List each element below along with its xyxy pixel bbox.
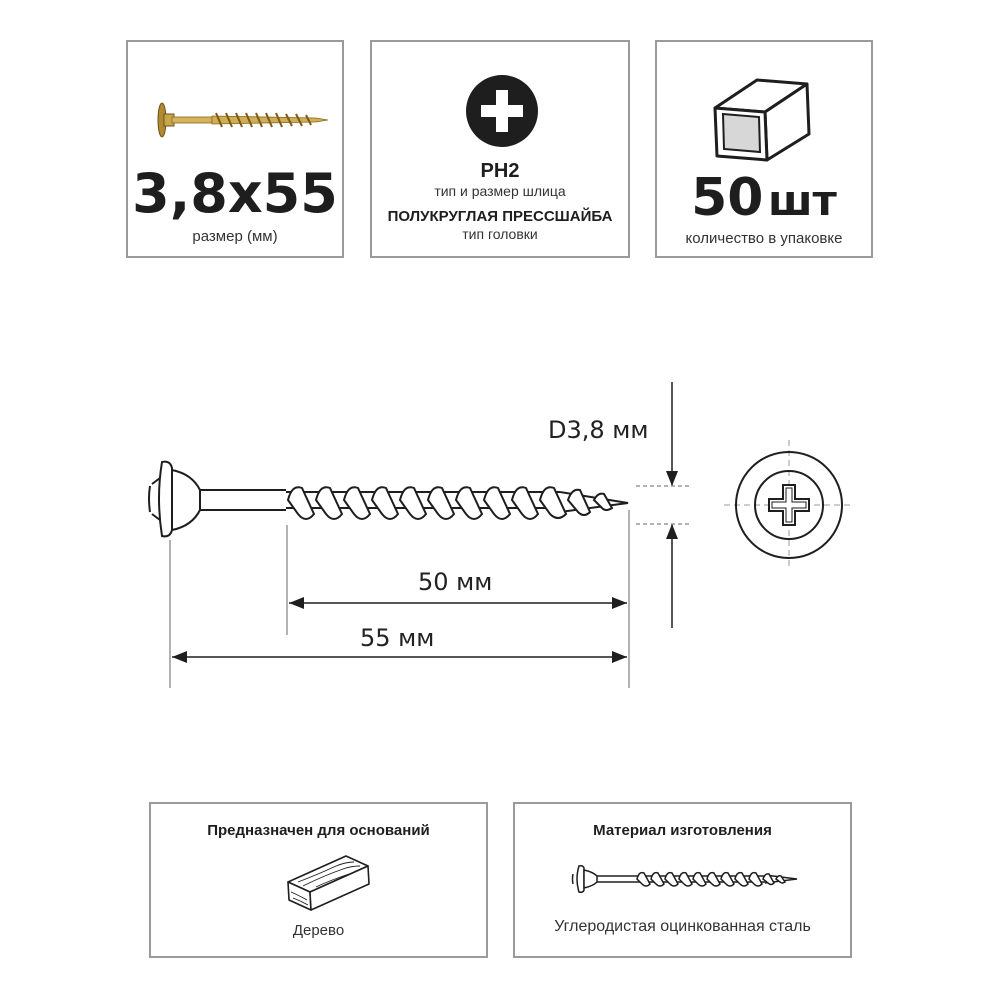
quantity-caption: количество в упаковке bbox=[685, 230, 843, 247]
thread-length-label: 50 мм bbox=[418, 568, 493, 596]
material-title: Материал изготовления bbox=[593, 822, 772, 839]
screw-icon bbox=[515, 804, 854, 960]
material-card bbox=[513, 802, 852, 958]
base-label: Дерево bbox=[292, 922, 345, 939]
size-value: 3,8x55 bbox=[132, 162, 338, 225]
base-title: Предназначен для оснований bbox=[207, 822, 430, 839]
quantity-number: 50 bbox=[691, 168, 764, 228]
size-caption: размер (мм) bbox=[192, 228, 278, 245]
base-card bbox=[149, 802, 488, 958]
slot-caption: тип и размер шлица bbox=[434, 183, 566, 199]
screw-head-top-view bbox=[724, 440, 852, 570]
head-type: ПОЛУКРУГЛАЯ ПРЕССШАЙБА bbox=[387, 208, 613, 225]
quantity-unit: шт bbox=[767, 176, 837, 225]
head-caption: тип головки bbox=[462, 226, 538, 242]
total-length-label: 55 мм bbox=[360, 624, 435, 652]
diameter-label: D3,8 мм bbox=[548, 416, 649, 444]
slot-code: PH2 bbox=[480, 160, 520, 182]
length-dimensions bbox=[170, 510, 629, 688]
material-label: Углеродистая оцинкованная сталь bbox=[554, 918, 811, 935]
